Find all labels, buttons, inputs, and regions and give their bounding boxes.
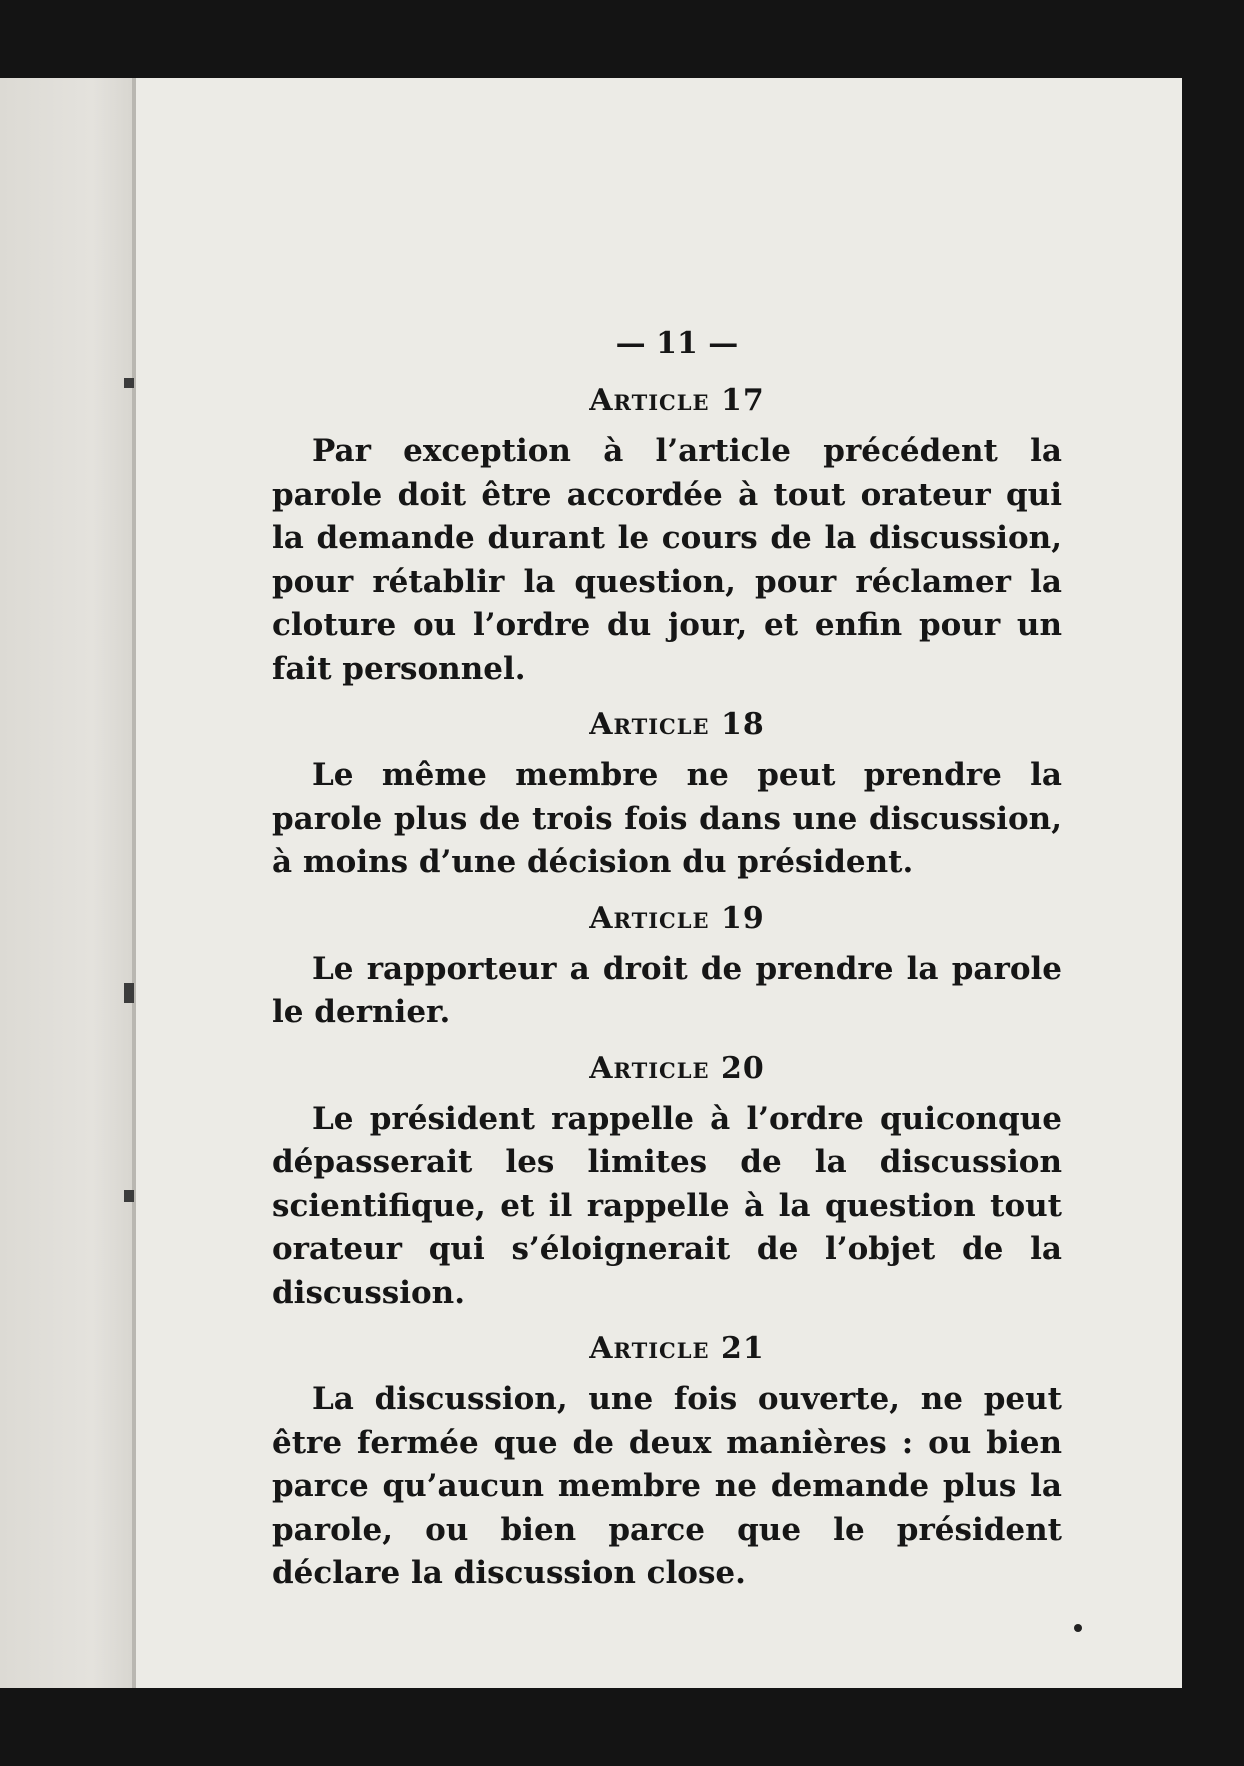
article-18 — [272, 707, 1062, 885]
article-text: Par exception à l’article précédent la parole doit être accordée à tout orateur qui la demande durant le cours de la discussion, pour rétablir la question, pour réclamer la cloture ou l’ordre du jour, et enfin pour un fait personnel. — [272, 433, 1062, 687]
page-content — [272, 326, 1062, 1612]
article-text: Le président rappelle à l’ordre quiconque dépasserait les limites de la discussion scientifique, et il rappelle à la question tout orateur qui s’éloignerait de l’objet de la discussion. — [272, 1100, 1062, 1311]
article-heading: Article 21 — [589, 1331, 765, 1366]
article-21 — [272, 1331, 1062, 1596]
article-17 — [272, 383, 1062, 691]
article-heading: Article 17 — [589, 383, 765, 418]
article-20 — [272, 1051, 1062, 1316]
article-text: Le même membre ne peut prendre la parole plus de trois fois dans une discussion, à moins d’une décision du président. — [272, 757, 1062, 880]
article-text: La discussion, une fois ouverte, ne peut être fermée que de deux manières : ou bien parce qu’aucun membre ne demande plus la parole, ou bien parce que le président déclare la discussion close. — [272, 1381, 1062, 1591]
left-page-edge — [0, 78, 132, 1688]
article-text: Le rapporteur a droit de prendre la parole le dernier. — [272, 950, 1062, 1030]
speck — [1074, 1624, 1082, 1632]
page-number: — 11 — — [615, 326, 739, 361]
article-heading: Article 20 — [589, 1050, 765, 1086]
binding-mark — [124, 378, 134, 388]
binding-mark — [124, 1190, 134, 1202]
article-19 — [272, 901, 1062, 1035]
article-heading: Article 19 — [589, 900, 765, 936]
binding-mark — [124, 983, 134, 1003]
article-heading: Article 18 — [589, 707, 765, 742]
scanned-page-image — [0, 78, 1182, 1688]
